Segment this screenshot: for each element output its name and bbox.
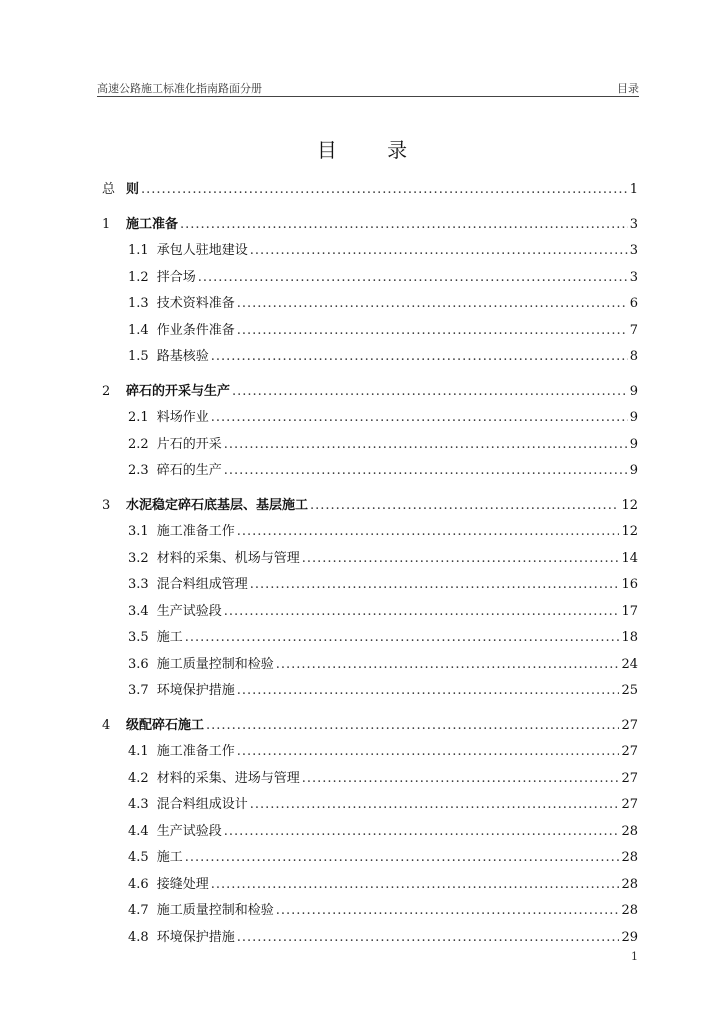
toc-entry-page: 28 [621, 850, 638, 865]
toc-dot-leader [250, 243, 628, 258]
toc-entry-title: 材料的采集、机场与管理 [156, 550, 300, 566]
toc-entry-page: 9 [629, 410, 638, 425]
toc-entry-number: 4.1 [128, 744, 149, 759]
toc-entry-title: 水泥稳定碎石底基层、基层施工 [126, 497, 309, 513]
toc-entry-page: 9 [629, 463, 638, 478]
toc-entry-title: 则 [126, 182, 140, 197]
toc-section-entry[interactable] [102, 873, 638, 900]
toc-section-entry[interactable] [102, 679, 638, 706]
toc-dot-leader [141, 182, 628, 197]
table-of-contents [102, 178, 638, 952]
toc-entry-number: 3.3 [128, 577, 149, 592]
page-number: 1 [631, 950, 638, 963]
toc-entry-number: 2.1 [128, 410, 149, 425]
toc-chapter-entry[interactable] [102, 213, 638, 240]
toc-entry-page: 29 [621, 929, 638, 945]
toc-entry-number: 4.8 [128, 929, 149, 945]
toc-chapter-entry[interactable] [102, 178, 638, 205]
toc-section-entry[interactable] [102, 345, 638, 372]
toc-entry-page: 28 [621, 903, 638, 918]
toc-entry-title: 碎石的生产 [156, 463, 222, 478]
toc-section-entry[interactable] [102, 520, 638, 547]
toc-section-entry[interactable] [102, 573, 638, 600]
toc-entry-title: 拌合场 [156, 269, 196, 285]
toc-entry-page: 12 [621, 524, 638, 539]
toc-entry-number: 1.3 [128, 296, 149, 311]
toc-entry-title: 路基核验 [156, 349, 209, 364]
toc-dot-leader [310, 498, 619, 513]
toc-section-entry[interactable] [102, 547, 638, 574]
toc-entry-page: 3 [629, 269, 638, 285]
toc-dot-leader [276, 903, 620, 918]
toc-section-entry[interactable] [102, 767, 638, 794]
toc-dot-leader [302, 771, 620, 786]
toc-entry-number: 2.2 [128, 436, 149, 452]
toc-entry-page: 16 [621, 577, 638, 592]
toc-section-entry[interactable] [102, 740, 638, 767]
toc-entry-title: 级配碎石施工 [126, 717, 205, 733]
toc-section-entry[interactable] [102, 653, 638, 680]
toc-dot-leader [211, 877, 620, 892]
toc-entry-title: 施工质量控制和检验 [156, 656, 274, 672]
toc-entry-number: 总 [102, 182, 116, 197]
toc-section-entry[interactable] [102, 899, 638, 926]
toc-entry-number: 4 [102, 717, 111, 733]
toc-entry-page: 14 [621, 550, 638, 566]
toc-section-entry[interactable] [102, 626, 638, 653]
toc-entry-number: 1.1 [128, 243, 149, 258]
toc-entry-page: 3 [629, 243, 638, 258]
toc-entry-page: 9 [629, 383, 638, 399]
toc-section-entry[interactable] [102, 406, 638, 433]
toc-dot-leader [237, 744, 620, 759]
toc-dot-leader [185, 850, 620, 865]
toc-section-entry[interactable] [102, 239, 638, 266]
toc-entry-page: 17 [621, 603, 638, 619]
toc-entry-title: 碎石的开采与生产 [126, 383, 231, 399]
toc-entry-title: 施工 [156, 850, 183, 865]
toc-entry-title: 生产试验段 [156, 823, 222, 839]
toc-entry-number: 4.2 [128, 770, 149, 786]
toc-entry-title: 施工准备工作 [156, 744, 235, 759]
toc-entry-title: 施工质量控制和检验 [156, 903, 274, 918]
toc-entry-number: 1 [102, 216, 111, 232]
toc-dot-leader [237, 930, 620, 945]
toc-dot-leader [224, 463, 628, 478]
toc-entry-number: 4.6 [128, 876, 149, 892]
toc-dot-leader [224, 824, 620, 839]
toc-chapter-entry[interactable] [102, 494, 638, 521]
toc-entry-title: 生产试验段 [156, 603, 222, 619]
toc-section-entry[interactable] [102, 459, 638, 486]
toc-entry-number: 3 [102, 497, 111, 513]
toc-entry-title: 材料的采集、进场与管理 [156, 770, 300, 786]
header-document-title: 高速公路施工标准化指南路面分册 [97, 82, 262, 95]
toc-entry-title: 作业条件准备 [156, 322, 235, 338]
toc-entry-number: 3.2 [128, 550, 149, 566]
toc-entry-page: 25 [621, 683, 638, 698]
toc-entry-title: 环境保护措施 [156, 683, 235, 698]
toc-entry-page: 28 [621, 823, 638, 839]
toc-section-entry[interactable] [102, 846, 638, 873]
toc-entry-page: 27 [621, 797, 638, 812]
toc-chapter-entry[interactable] [102, 380, 638, 407]
toc-entry-number: 2.3 [128, 463, 149, 478]
running-header [97, 80, 639, 97]
toc-section-entry[interactable] [102, 600, 638, 627]
toc-dot-leader [237, 683, 620, 698]
toc-entry-page: 12 [621, 497, 638, 513]
toc-dot-leader [206, 718, 619, 733]
toc-entry-number: 4.4 [128, 823, 149, 839]
toc-entry-number: 3.5 [128, 630, 149, 645]
toc-dot-leader [185, 630, 620, 645]
toc-entry-number: 4.3 [128, 797, 149, 812]
toc-section-entry[interactable] [102, 433, 638, 460]
toc-chapter-entry[interactable] [102, 714, 638, 741]
toc-entry-page: 1 [629, 182, 638, 197]
toc-entry-title: 施工准备工作 [156, 524, 235, 539]
toc-entry-title: 接缝处理 [156, 876, 209, 892]
toc-dot-leader [250, 797, 620, 812]
toc-dot-leader [237, 296, 628, 311]
toc-entry-number: 4.7 [128, 903, 149, 918]
toc-dot-leader [237, 323, 628, 338]
toc-dot-leader [224, 437, 628, 452]
toc-dot-leader [232, 384, 628, 399]
toc-dot-leader [250, 577, 620, 592]
toc-entry-page: 24 [621, 656, 638, 672]
toc-section-entry[interactable] [102, 266, 638, 293]
toc-entry-title: 片石的开采 [156, 436, 222, 452]
toc-entry-number: 3.1 [128, 524, 149, 539]
toc-entry-title: 施工准备 [126, 216, 179, 232]
toc-entry-number: 3.6 [128, 656, 149, 672]
toc-entry-number: 3.4 [128, 603, 149, 619]
toc-entry-page: 6 [629, 296, 638, 311]
page-title: 目 录 [316, 138, 430, 162]
toc-entry-number: 1.2 [128, 269, 149, 285]
toc-section-entry[interactable] [102, 319, 638, 346]
toc-dot-leader [302, 551, 620, 566]
toc-entry-page: 18 [621, 630, 638, 645]
toc-section-entry[interactable] [102, 292, 638, 319]
toc-dot-leader [211, 410, 628, 425]
toc-entry-page: 9 [629, 436, 638, 452]
toc-dot-leader [211, 349, 628, 364]
header-section-name: 目录 [617, 82, 639, 95]
toc-entry-page: 27 [621, 744, 638, 759]
toc-section-entry[interactable] [102, 820, 638, 847]
toc-section-entry[interactable] [102, 793, 638, 820]
toc-entry-title: 混合料组成设计 [156, 797, 248, 812]
toc-dot-leader [276, 657, 620, 672]
toc-entry-title: 技术资料准备 [156, 296, 235, 311]
toc-entry-page: 27 [621, 717, 638, 733]
toc-dot-leader [198, 270, 628, 285]
toc-entry-number: 2 [102, 383, 111, 399]
toc-entry-number: 3.7 [128, 683, 149, 698]
toc-dot-leader [180, 217, 628, 232]
toc-entry-title: 施工 [156, 630, 183, 645]
toc-entry-number: 1.5 [128, 349, 149, 364]
toc-entry-page: 27 [621, 770, 638, 786]
toc-entry-title: 环境保护措施 [156, 929, 235, 945]
toc-entry-page: 7 [629, 322, 638, 338]
toc-dot-leader [224, 604, 620, 619]
toc-entry-number: 1.4 [128, 322, 149, 338]
toc-entry-number: 4.5 [128, 850, 149, 865]
toc-entry-title: 承包人驻地建设 [156, 243, 248, 258]
toc-section-entry[interactable] [102, 926, 638, 953]
toc-entry-page: 8 [629, 349, 638, 364]
toc-entry-page: 28 [621, 876, 638, 892]
toc-dot-leader [237, 524, 620, 539]
toc-entry-title: 料场作业 [156, 410, 209, 425]
toc-entry-page: 3 [629, 216, 638, 232]
toc-entry-title: 混合料组成管理 [156, 577, 248, 592]
